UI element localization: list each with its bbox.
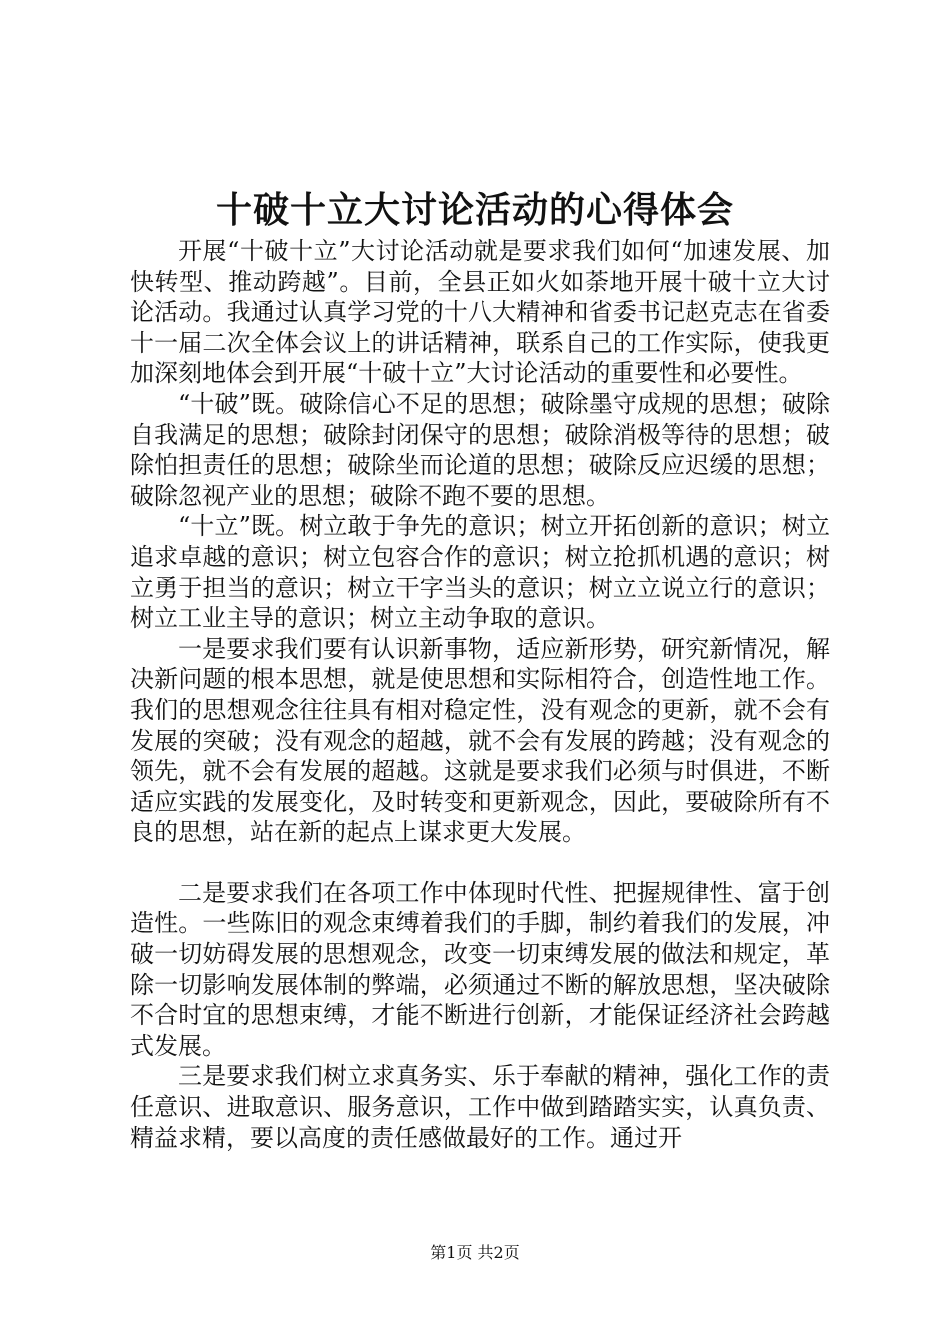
- paragraph-ten-establishments: “十立”既。树立敢于争先的意识；树立开拓创新的意识；树立追求卓越的意识；树立包容合作的意识；树立抢抓机遇的意识；树立勇于担当的意识；树立干字当头的意识；树立立说立行的意识；树立工业主导的意识；树立主动争取的意识。: [130, 512, 830, 633]
- paragraph-intro: 开展“十破十立”大讨论活动就是要求我们如何“加速发展、加快转型、推动跨越”。目前，全县正如火如荼地开展十破十立大讨论活动。我通过认真学习党的十八大精神和省委书记赵克志在省委十一届二次全体会议上的讲话精神，联系自己的工作实际，使我更加深刻地体会到开展“十破十立”大讨论活动的重要性和必要性。: [130, 237, 830, 388]
- page-number-footer: 第1页 共2页: [430, 1243, 520, 1262]
- document-body: [130, 236, 830, 1153]
- paragraph-spacer: [130, 848, 830, 878]
- paragraph-point-one: 一是要求我们要有认识新事物，适应新形势，研究新情况，解决新问题的根本思想，就是使思想和实际相符合，创造性地工作。我们的思想观念往往具有相对稳定性，没有观念的更新，就不会有发展的突破；没有观念的超越，就不会有发展的跨越；没有观念的领先，就不会有发展的超越。这就是要求我们必须与时俱进，不断适应实践的发展变化，及时转变和更新观念，因此，要破除所有不良的思想，站在新的起点上谋求更大发展。: [130, 634, 830, 847]
- document-title: 十破十立大讨论活动的心得体会: [215, 189, 734, 231]
- paragraph-point-two: 二是要求我们在各项工作中体现时代性、把握规律性、富于创造性。一些陈旧的观念束缚着我们的手脚，制约着我们的发展，冲破一切妨碍发展的思想观念，改变一切束缚发展的做法和规定，革除一切影响发展体制的弊端，必须通过不断的解放思想，坚决破除不合时宜的思想束缚，才能不断进行创新，才能保证经济社会跨越式发展。: [130, 878, 830, 1060]
- paragraph-point-three: 三是要求我们树立求真务实、乐于奉献的精神，强化工作的责任意识、进取意识、服务意识，工作中做到踏踏实实，认真负责、精益求精，要以高度的责任感做最好的工作。通过开: [130, 1062, 830, 1152]
- paragraph-ten-breaks: “十破”既。破除信心不足的思想；破除墨守成规的思想；破除自我满足的思想；破除封闭保守的思想；破除消极等待的思想；破除怕担责任的思想；破除坐而论道的思想；破除反应迟缓的思想；破除忽视产业的思想；破除不跑不要的思想。: [130, 389, 830, 510]
